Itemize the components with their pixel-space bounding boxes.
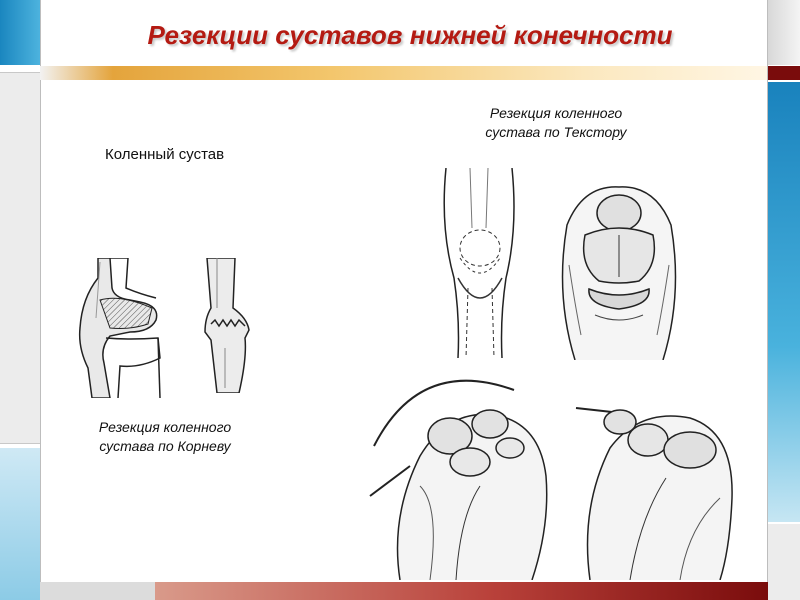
caption-korneva [50,418,280,456]
illustration-bone-resected [195,258,255,393]
bottom-gray-bar [40,582,155,600]
left-border-line [40,0,41,600]
caption-textor [440,104,672,142]
caption-korneva-line1: Резекция коленного [98,419,232,435]
illustration-knee-section [70,258,170,398]
illustration-surgery-retractor [360,366,560,580]
left-block-top [0,0,40,65]
illustration-surgery-side [570,388,742,580]
left-block-lightblue [0,448,40,600]
illustration-leg-incision [440,168,518,358]
right-border-line [767,0,768,600]
title-bar-darkred-end [768,66,800,80]
illustration-opened-knee [555,185,683,360]
title-underline-bar [40,66,768,80]
slide-title: Резекции суставов нижней конечности [147,20,673,50]
right-block-blue [768,82,800,522]
right-block-top [768,0,800,65]
bottom-gradient-bar [155,582,768,600]
left-block-gray [0,72,40,444]
caption-textor-line2: сустава по Текстору [485,124,627,140]
knee-joint-heading: Коленный сустав [105,146,225,163]
caption-korneva-line2: сустава по Корневу [99,438,231,454]
caption-textor-line1: Резекция коленного [489,105,623,121]
right-block-gray [768,524,800,600]
left-decor-column [0,0,40,600]
